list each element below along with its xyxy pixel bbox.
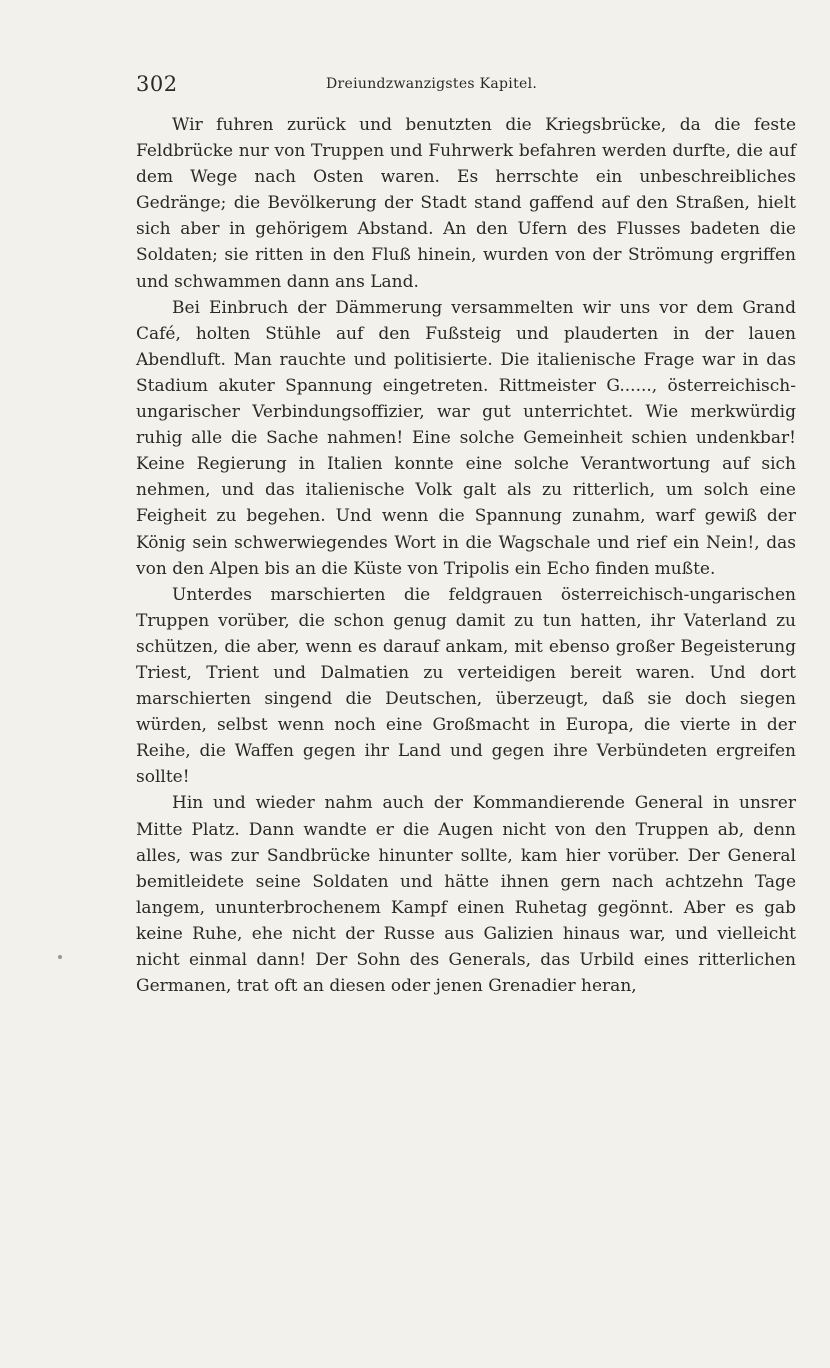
paragraph-1: Wir fuhren zurück und benutzten die Kriegsbrücke, da die feste Feldbrücke nur von Truppen und Fuhrwerk befahren werden durfte, die auf dem Wege nach Osten waren. Es herrschte ein unbeschreibliches Gedränge; die Bevölkerung der Stadt stand gaffend auf den Straßen, hielt sich aber in gehörigem Abstand. An den Ufern des Flusses badeten die Soldaten; sie ritten in den Fluß hinein, wurden von der Strömung ergriffen und schwammen dann ans Land. [136,115,796,292]
body-text [136,112,796,999]
paragraph-4: Hin und wieder nahm auch der Kommandierende General in unsrer Mitte Platz. Dann wandte er die Augen nicht von den Truppen ab, denn alles, was zur Sandbrücke hinunter sollte, kam hier vorüber. Der General bemitleidete seine Soldaten und hätte ihnen gern nach achtzehn Tage langem, ununterbrochenem Kampf einen Ruhetag gegönnt. Aber es gab keine Ruhe, ehe nicht der Russe aus Galizien hinaus war, und vielleicht nicht einmal dann! Der Sohn des Generals, das Urbild eines ritterlichen Germanen, trat oft an diesen oder jenen Grenadier heran, [136,793,796,997]
page-number: 302 [136,72,178,96]
page-header [136,70,796,104]
paragraph-3: Unterdes marschierten die feldgrauen österreichisch-ungarischen Truppen vorüber, die schon genug damit zu tun hatten, ihr Vaterland zu schützen, die aber, wenn es darauf ankam, mit ebenso großer Begeisterung Triest, Trient und Dalmatien zu verteidigen bereit waren. Und dort marschierten singend die Deutschen, überzeugt, daß sie doch siegen würden, selbst wenn noch eine Großmacht in Europa, die vierte in der Reihe, die Waffen gegen ihr Land und gegen ihre Verbündeten ergreifen sollte! [136,584,796,788]
margin-speck [58,955,62,959]
paragraph-2: Bei Einbruch der Dämmerung versammelten wir uns vor dem Grand Café, holten Stühle auf den Fußsteig und plauderten in der lauen Abendluft. Man rauchte und politisierte. Die italienische Frage war in das Stadium akuter Spannung eingetreten. Rittmeister G......, österreichisch-ungarischer Verbindungsoffizier, war gut unterrichtet. Wie merkwürdig ruhig alle die Sache nahmen! Eine solche Gemeinheit schien undenkbar! Keine Regierung in Italien konnte eine solche Verantwortung auf sich nehmen, und das italienische Volk galt als zu ritterlich, um solch eine Feigheit zu begehen. Und wenn die Spannung zunahm, warf gewiß der König sein schwerwiegendes Wort in die Wagschale und rief ein Nein!, das von den Alpen bis an die Küste von Tripolis ein Echo finden mußte. [136,297,796,579]
running-head: Dreiundzwanzigstes Kapitel. [326,76,538,92]
